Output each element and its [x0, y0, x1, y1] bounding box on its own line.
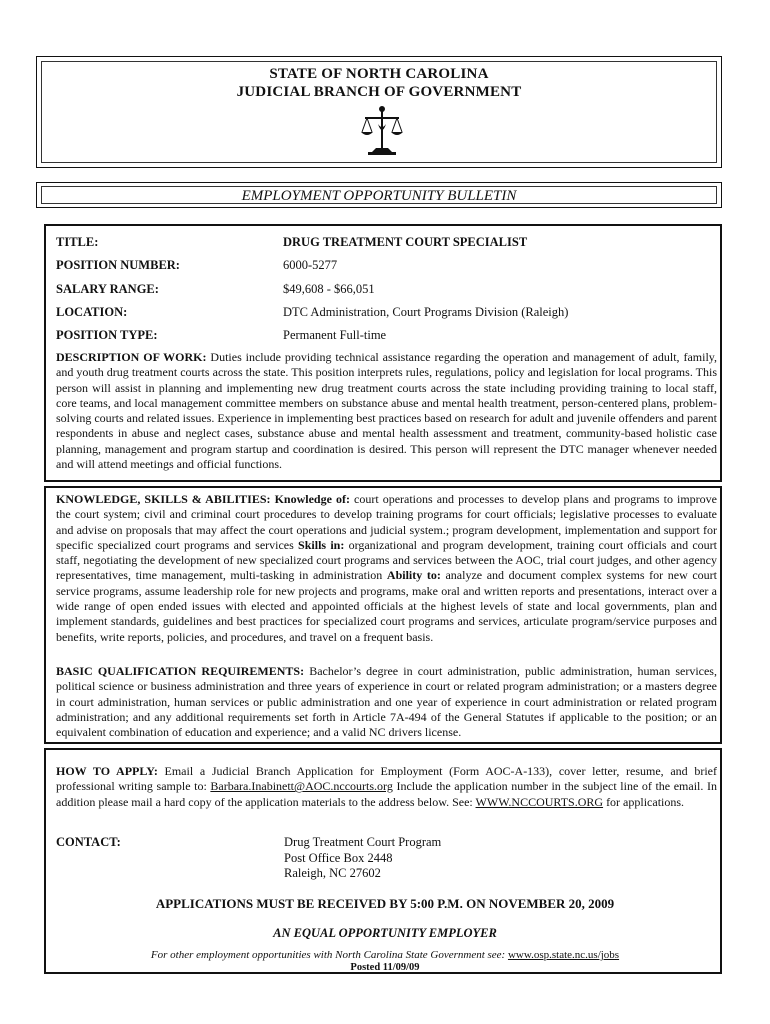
qualifications-heading: BASIC QUALIFICATION REQUIREMENTS: — [56, 664, 305, 678]
header-state: STATE OF NORTH CAROLINA — [269, 66, 489, 82]
posted-date: Posted 11/09/09 — [350, 962, 420, 973]
osp-jobs-link[interactable]: www.osp.state.nc.us/jobs — [507, 949, 620, 961]
ksa-paragraph — [56, 492, 717, 645]
bulletin-box — [36, 182, 722, 208]
field-label-title: TITLE: — [56, 235, 99, 249]
knowledge-label: Knowledge of: — [274, 492, 350, 506]
field-label-location: LOCATION: — [56, 305, 128, 319]
field-label-position-type: POSITION TYPE: — [56, 328, 158, 342]
description-heading: DESCRIPTION OF WORK: — [56, 350, 207, 364]
header-inner-frame — [41, 61, 717, 163]
ability-text: analyze and document complex systems for new court service programs, assume leadership role for new projects and programs, make oral and written reports and presentations, interact over a wide range of open ended issues with elected and appointed officials at the highest levels of state and local governments, plan and implement standards, guidelines and best practices for specialized court programs and services, articulate program/service purposes and benefits, write reports, policies, and procedures, and travel on a frequent basis. — [56, 568, 717, 644]
contact-line: Post Office Box 2448 — [284, 850, 393, 865]
skills-label: Skills in: — [298, 537, 345, 552]
field-label-salary: SALARY RANGE: — [56, 282, 159, 296]
field-value-location: DTC Administration, Court Programs Division (Raleigh) — [283, 305, 569, 319]
apply-text-1: Email a Judicial Branch Application for Employment (Form AOC-A-133), cover letter, resume, and brief professional writing sample to: — [56, 764, 718, 794]
description-text: Duties include providing technical assistance regarding the operation and management of adult, family, and youth drug treatment courts across the state. This position interprets rules, regulations, policy and legislation for local programs. This person will assist in planning and implementing new drug treatment courts across the state including providing training to local staff, core teams, and local management committee members on substance abuse and mental health treatment, person-centered plans, problem-solving courts and related issues. Experience in implementing best practices based on research for adult and juvenile offenders and parent respondents in abuse and neglect cases, substance abuse and mental health assessment and treatment, community-based holistic case planning, management and program startup and coordination is desired. This person will represent the DTC manager whenever needed and will attend meetings and official functions. — [56, 350, 717, 472]
field-value-position-type: Permanent Full-time — [283, 328, 387, 342]
skills-text: organizational and program development, training court officials and court staff, negotiating the development of new specialized court programs and services between the AOC, trial court judges, and other agency representatives, time management, multi-tasking in administration — [56, 537, 717, 583]
footer-note — [0, 949, 770, 961]
apply-paragraph — [56, 764, 717, 810]
header-branch: JUDICIAL BRANCH OF GOVERNMENT — [236, 84, 522, 100]
apply-heading: HOW TO APPLY: — [56, 764, 158, 778]
qualifications-text: Bachelor’s degree in court administration, public administration, human services, political science or business administration and three years of experience in court or related program administration; or a masters degree in court administration, human services or public administration and one year of experience in court administration or related program administration; and any additional requirements set forth in Article 7A-494 of the General Statutes if applicable to the position; or an equivalent combination of education and experience; and a valid NC drivers license. — [56, 664, 717, 740]
field-label-position-number: POSITION NUMBER: — [56, 258, 180, 272]
application-deadline: APPLICATIONS MUST BE RECEIVED BY 5:00 P.M. ON NOVEMBER 20, 2009 — [155, 896, 615, 911]
website-link[interactable]: WWW.NCCOURTS.ORG — [475, 794, 604, 809]
field-value-title: DRUG TREATMENT COURT SPECIALIST — [283, 235, 528, 249]
contact-line: Drug Treatment Court Program — [284, 835, 442, 849]
contact-line: Raleigh, NC 27602 — [284, 866, 381, 880]
footer-text: For other employment opportunities with North Carolina State Government see: — [150, 949, 508, 961]
ksa-heading: KNOWLEDGE, SKILLS & ABILITIES: — [56, 492, 271, 506]
qualifications-paragraph — [56, 664, 717, 740]
header-box — [36, 56, 722, 168]
field-value-salary: $49,608 - $66,051 — [283, 282, 375, 296]
description-of-work — [56, 350, 717, 472]
bulletin-inner-frame — [41, 186, 717, 204]
email-link[interactable]: Barbara.Inabinett@AOC.nccourts.org — [210, 779, 393, 794]
knowledge-text: court operations and processes to develop plans and programs to improve the court system; civil and criminal court procedures to develop training programs for court officials; legislative processes to evaluate and advise on proposals that may affect the court operations and judicial system.; program development, implementation and support for specific specialized court programs and services — [56, 492, 718, 552]
ability-label: Ability to: — [386, 568, 441, 583]
apply-text-2: Include the application number in the subject line of the email. In addition please mail a hard copy of the application materials to the address below. See: — [56, 779, 717, 809]
equal-opportunity-employer: AN EQUAL OPPORTUNITY EMPLOYER — [273, 926, 497, 940]
bulletin-title: EMPLOYMENT OPPORTUNITY BULLETIN — [241, 188, 517, 204]
contact-address — [284, 835, 441, 882]
apply-text-3: for applications. — [603, 794, 685, 809]
field-value-position-number: 6000-5277 — [283, 258, 338, 272]
scales-of-justice-icon — [360, 104, 404, 158]
contact-label: CONTACT: — [56, 835, 121, 849]
